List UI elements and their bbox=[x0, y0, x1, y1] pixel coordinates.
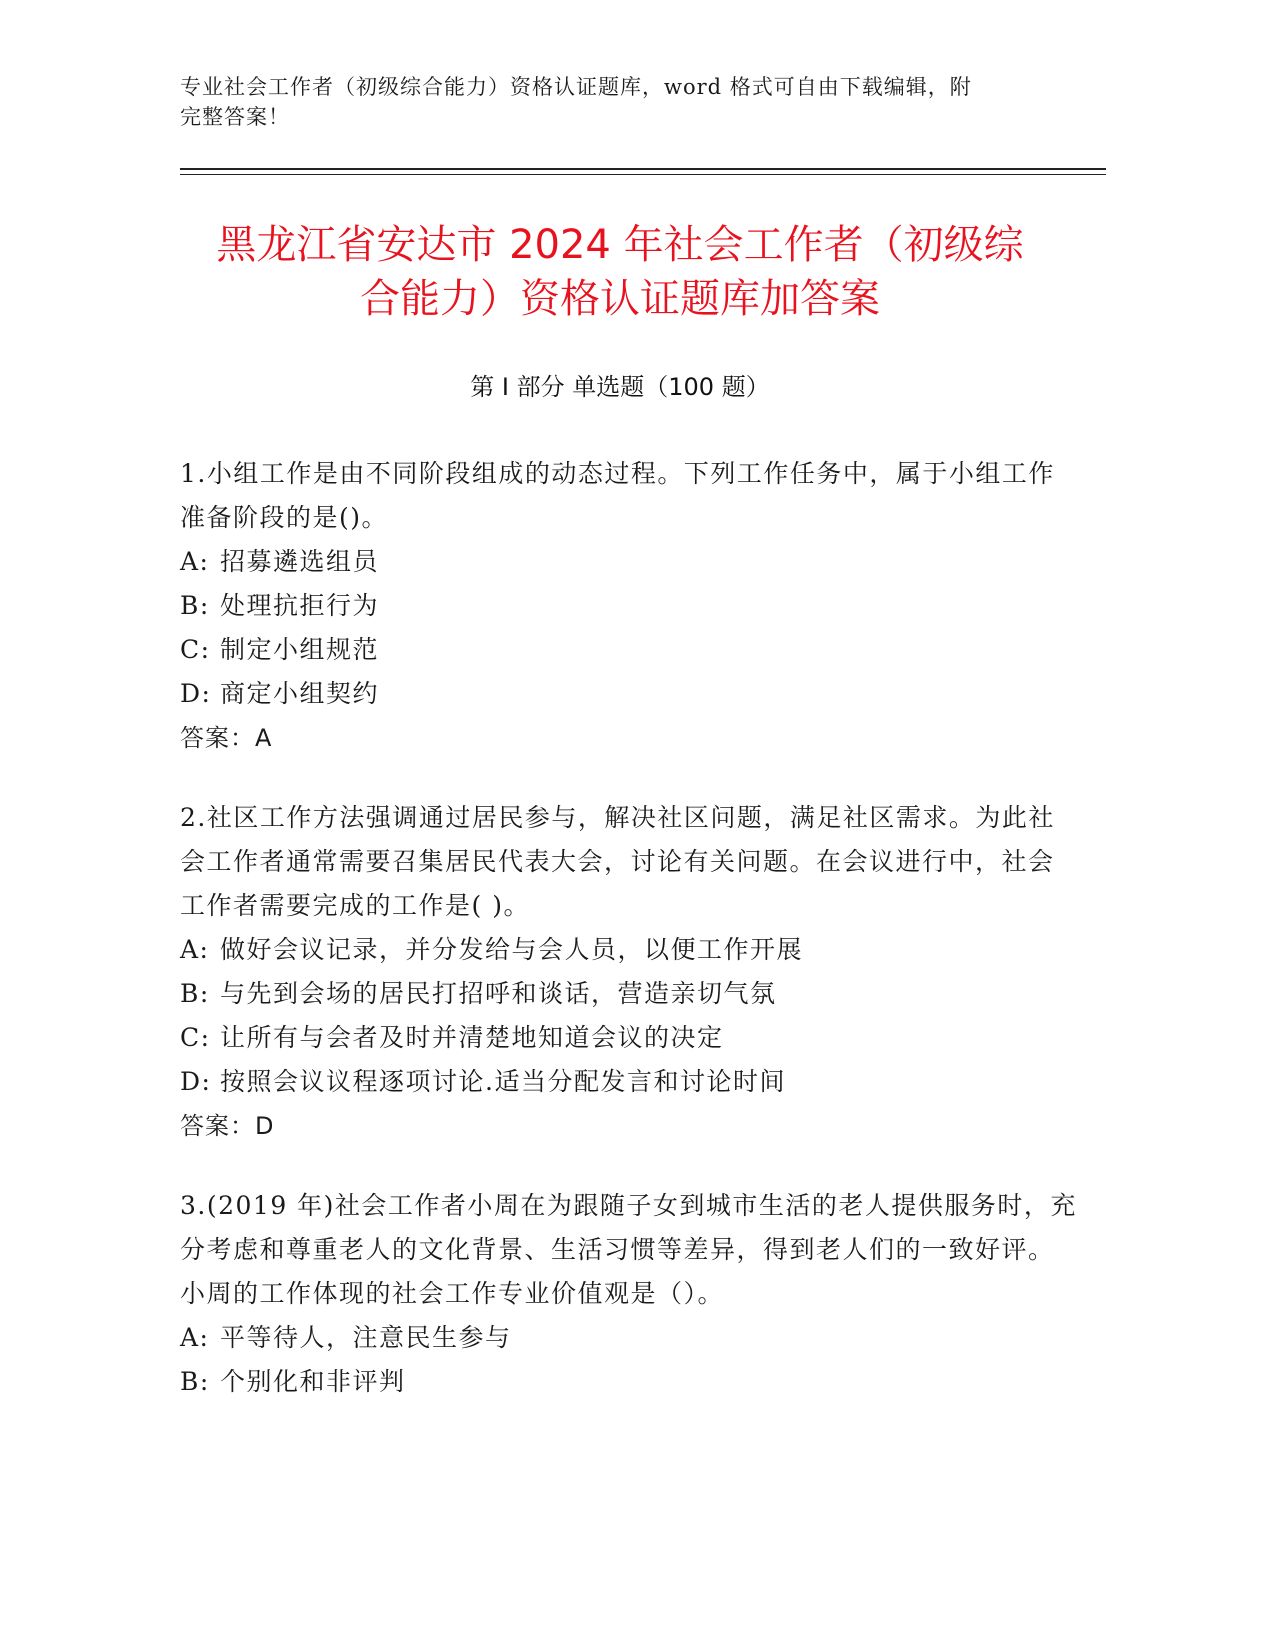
question-option bbox=[180, 1316, 1080, 1360]
document-title bbox=[180, 218, 1060, 326]
option-key: A: bbox=[180, 1323, 210, 1352]
question-stem: 3.(2019 年)社会工作者小周在为跟随子女到城市生活的老人提供服务时，充分考虑和尊重老人的文化背景、生活习惯等差异，得到老人们的一致好评。小周的工作体现的社会工作专业价值观是（）。 bbox=[180, 1191, 1077, 1308]
question-option bbox=[180, 928, 1080, 972]
question-item bbox=[180, 796, 1080, 1148]
question-item bbox=[180, 452, 1080, 760]
header-note bbox=[180, 72, 1080, 132]
question-option bbox=[180, 672, 1080, 716]
document-title-line-2: 合能力）资格认证题库加答案 bbox=[360, 276, 880, 322]
option-text: 做好会议记录，并分发给与会人员，以便工作开展 bbox=[220, 935, 804, 964]
question-option bbox=[180, 628, 1080, 672]
option-text: 商定小组契约 bbox=[220, 679, 380, 708]
option-key: C: bbox=[180, 1023, 211, 1052]
option-text: 按照会议议程逐项讨论.适当分配发言和讨论时间 bbox=[220, 1067, 786, 1096]
header-divider-thin bbox=[180, 174, 1106, 175]
question-list bbox=[180, 452, 1080, 1440]
header-note-line-2: 完整答案！ bbox=[180, 105, 290, 129]
option-text: 让所有与会者及时并清楚地知道会议的决定 bbox=[220, 1023, 724, 1052]
option-key: A: bbox=[180, 935, 210, 964]
option-text: 与先到会场的居民打招呼和谈话，营造亲切气氛 bbox=[220, 979, 777, 1008]
question-option bbox=[180, 540, 1080, 584]
section-heading: 第 I 部分 单选题（100 题） bbox=[470, 373, 770, 401]
option-key: D: bbox=[180, 1067, 212, 1096]
question-option bbox=[180, 972, 1080, 1016]
option-text: 招募遴选组员 bbox=[220, 547, 380, 576]
option-text: 平等待人，注意民生参与 bbox=[220, 1323, 512, 1352]
question-stem: 2.社区工作方法强调通过居民参与，解决社区问题，满足社区需求。为此社会工作者通常需要召集居民代表大会，讨论有关问题。在会议进行中，社会工作者需要完成的工作是( )。 bbox=[180, 803, 1055, 920]
option-key: B: bbox=[180, 1367, 210, 1396]
question-option bbox=[180, 1360, 1080, 1404]
question-item bbox=[180, 1184, 1080, 1404]
option-key: B: bbox=[180, 979, 210, 1008]
option-text: 制定小组规范 bbox=[220, 635, 380, 664]
question-option bbox=[180, 584, 1080, 628]
option-text: 处理抗拒行为 bbox=[220, 591, 380, 620]
document-title-line-1: 黑龙江省安达市 2024 年社会工作者（初级综 bbox=[216, 222, 1024, 268]
question-answer: 答案：A bbox=[180, 724, 273, 752]
question-stem: 1.小组工作是由不同阶段组成的动态过程。下列工作任务中，属于小组工作准备阶段的是()。 bbox=[180, 459, 1055, 532]
option-key: B: bbox=[180, 591, 210, 620]
option-key: A: bbox=[180, 547, 210, 576]
question-answer: 答案：D bbox=[180, 1112, 275, 1140]
question-option bbox=[180, 1060, 1080, 1104]
option-text: 个别化和非评判 bbox=[220, 1367, 406, 1396]
question-option bbox=[180, 1016, 1080, 1060]
option-key: D: bbox=[180, 679, 212, 708]
header-divider-thick bbox=[180, 168, 1106, 170]
header-note-line-1: 专业社会工作者（初级综合能力）资格认证题库，word 格式可自由下载编辑，附 bbox=[180, 75, 972, 99]
option-key: C: bbox=[180, 635, 211, 664]
